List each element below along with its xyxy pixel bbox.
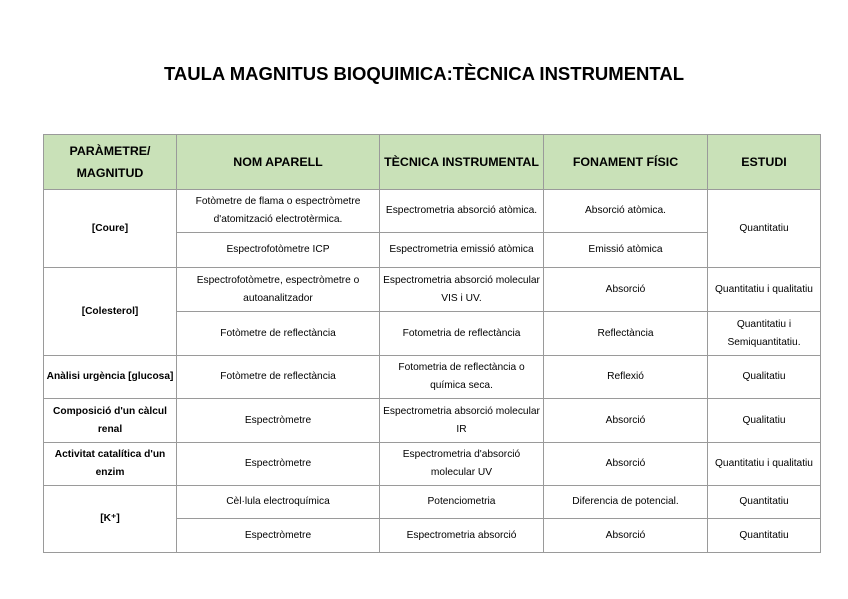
parameter-cell: [Coure] <box>44 190 177 268</box>
table-row <box>44 443 821 486</box>
study-cell: Quantitatiu <box>708 190 821 268</box>
technique-cell: Fotometria de reflectància <box>380 312 544 356</box>
principle-cell: Diferencia de potencial. <box>544 486 708 519</box>
study-cell: Qualitatiu <box>708 399 821 443</box>
column-header: TÈCNICA INSTRUMENTAL <box>380 135 544 190</box>
parameter-cell: Activitat catalítica d'un enzim <box>44 443 177 486</box>
column-header: ESTUDI <box>708 135 821 190</box>
table-row <box>44 190 821 233</box>
study-cell: Qualitatiu <box>708 356 821 399</box>
principle-cell: Reflectància <box>544 312 708 356</box>
instrument-cell: Espectrofotòmetre, espectròmetre o autoanalitzador <box>177 268 380 312</box>
study-cell: Quantitatiu <box>708 486 821 519</box>
principle-cell: Absorció <box>544 443 708 486</box>
principle-cell: Absorció <box>544 268 708 312</box>
instrument-cell: Espectrofotòmetre ICP <box>177 233 380 268</box>
parameter-cell: Anàlisi urgència [glucosa] <box>44 356 177 399</box>
principle-cell: Absorció atòmica. <box>544 190 708 233</box>
column-header: NOM APARELL <box>177 135 380 190</box>
table-row <box>44 356 821 399</box>
technique-cell: Espectrometria absorció atòmica. <box>380 190 544 233</box>
table-row <box>44 268 821 312</box>
parameter-cell: Composició d'un càlcul renal <box>44 399 177 443</box>
table-header-row <box>44 135 821 190</box>
instrument-cell: Fotòmetre de reflectància <box>177 312 380 356</box>
data-table <box>43 134 821 553</box>
table-row <box>44 399 821 443</box>
column-header: FONAMENT FÍSIC <box>544 135 708 190</box>
study-cell: Quantitatiu i qualitatiu <box>708 268 821 312</box>
study-cell: Quantitatiu i qualitatiu <box>708 443 821 486</box>
principle-cell: Emissió atòmica <box>544 233 708 268</box>
technique-cell: Espectrometria absorció <box>380 519 544 553</box>
table-row <box>44 486 821 519</box>
study-cell: Quantitatiu i Semiquantitatiu. <box>708 312 821 356</box>
parameter-cell: [Colesterol] <box>44 268 177 356</box>
instrument-cell: Fotòmetre de reflectància <box>177 356 380 399</box>
technique-cell: Fotometria de reflectància o química seca. <box>380 356 544 399</box>
instrument-cell: Fotòmetre de flama o espectròmetre d'atomització electrotèrmica. <box>177 190 380 233</box>
technique-cell: Espectrometria emissió atòmica <box>380 233 544 268</box>
instrument-cell: Espectròmetre <box>177 399 380 443</box>
principle-cell: Absorció <box>544 519 708 553</box>
technique-cell: Espectrometria absorció molecular IR <box>380 399 544 443</box>
page-title: TAULA MAGNITUS BIOQUIMICA:TÈCNICA INSTRUMENTAL <box>163 63 684 84</box>
technique-cell: Potenciometria <box>380 486 544 519</box>
parameter-cell: [K⁺] <box>44 486 177 553</box>
principle-cell: Reflexió <box>544 356 708 399</box>
instrument-cell: Cèl·lula electroquímica <box>177 486 380 519</box>
study-cell: Quantitatiu <box>708 519 821 553</box>
instrument-cell: Espectròmetre <box>177 519 380 553</box>
principle-cell: Absorció <box>544 399 708 443</box>
technique-cell: Espectrometria absorció molecular VIS i UV. <box>380 268 544 312</box>
instrument-cell: Espectròmetre <box>177 443 380 486</box>
technique-cell: Espectrometria d'absorció molecular UV <box>380 443 544 486</box>
column-header: PARÀMETRE/ MAGNITUD <box>44 135 177 190</box>
